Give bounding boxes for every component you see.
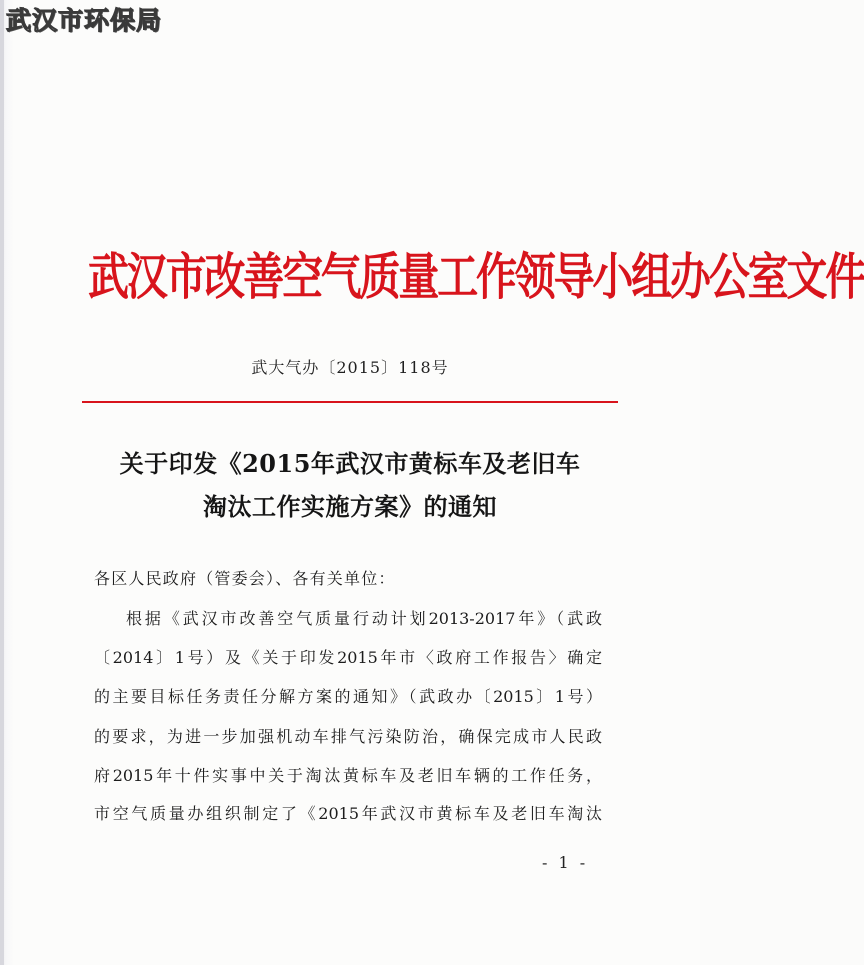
salutation: 各区人民政府（管委会）、各有关单位： [94, 569, 396, 588]
body-line: 根据《武汉市改善空气质量行动计划2013-2017年》（武政 [126, 609, 602, 628]
red-divider [82, 401, 618, 403]
issuer-title: 武汉市改善空气质量工作领导小组办公室文件 [88, 247, 864, 307]
notice-title-line-1: 关于印发《2015年武汉市黄标车及老旧车 [119, 449, 581, 478]
body-line: 〔2014〕1号）及《关于印发2015年市〈政府工作报告〉确定 [94, 648, 602, 667]
page-number: - 1 - [542, 853, 589, 872]
watermark: 武汉市环保局 [6, 6, 163, 35]
scan-edge [0, 0, 4, 965]
document-number: 武大气办〔2015〕118号 [251, 358, 449, 377]
body-line: 的主要目标任务责任分解方案的通知》（武政办〔2015〕1号） [94, 687, 602, 706]
body-line: 的要求，为进一步加强机动车排气污染防治，确保完成市人民政 [94, 727, 602, 746]
notice-title-line-2: 淘汰工作实施方案》的通知 [203, 492, 497, 521]
body-line: 市空气质量办组织制定了《2015年武汉市黄标车及老旧车淘汰 [94, 804, 602, 823]
body-line: 府2015年十件实事中关于淘汰黄标车及老旧车辆的工作任务， [94, 766, 602, 785]
